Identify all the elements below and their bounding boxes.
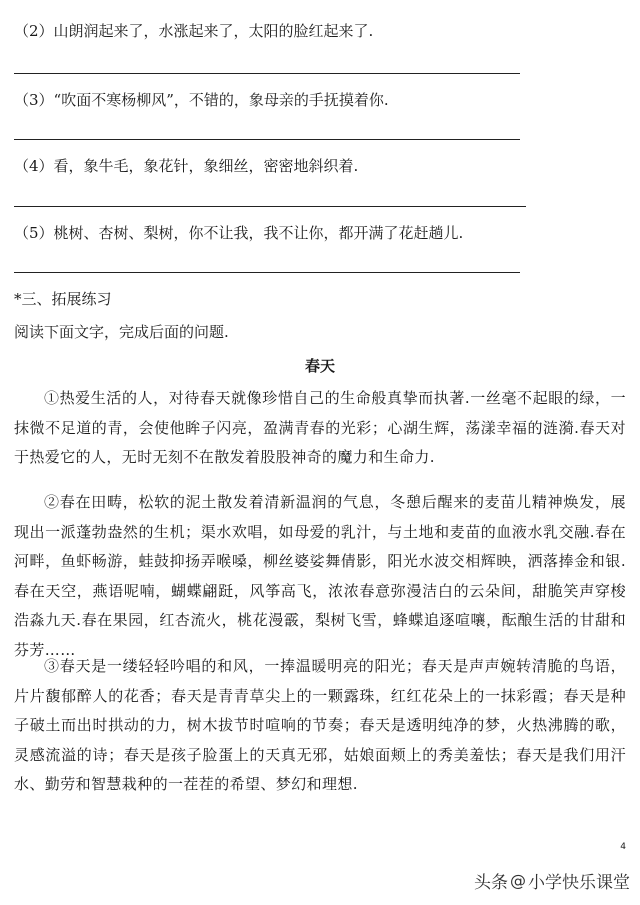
at-icon: @ (510, 871, 526, 890)
exercise-item-4: （4）看，象牛毛，象花针，象细丝，密密地斜织着. (14, 157, 359, 175)
answer-line[interactable] (14, 272, 520, 273)
article-title: 春天 (304, 357, 335, 375)
page-number: 4 (620, 842, 626, 852)
exercise-item-5: （5）桃树、杏树、梨树，你不让我，我不让你，都开满了花赶趟儿. (14, 224, 464, 242)
answer-line[interactable] (14, 139, 520, 140)
paragraph-2: ②春在田畴，松软的泥土散发着清新温润的气息，冬憩后醒来的麦苗儿精神焕发，展现出一派蓬勃盎然的生机；渠水欢唱，如母爱的乳汁，与土地和麦苗的血液水乳交融.春在河畔，鱼虾畅游，蛙鼓抑扬弄喉嗓，柳丝婆娑舞倩影，阳光水波交相辉映，洒落捧金和银.春在天空，燕语呢喃，蝴蝶翩跹，风筝高飞，浓浓春意弥漫洁白的云朵间，甜脆笑声穿梭浩淼九天.春在果园，红杏流火，桃花漫霰，梨树飞雪，蜂蝶追逐喧嚷，酝酿生活的甘甜和芬芳…… (14, 493, 626, 659)
answer-line[interactable] (14, 206, 526, 207)
instruction-text: 阅读下面文字，完成后面的问题. (14, 323, 229, 341)
watermark-account: 小学快乐课堂 (528, 873, 630, 893)
section-heading: *三、拓展练习 (14, 290, 112, 308)
exercise-item-3: （3）“吹面不寒杨柳风”，不错的，象母亲的手抚摸着你. (14, 91, 389, 109)
paragraph-3: ③春天是一缕轻轻吟唱的和风，一捧温暖明亮的阳光；春天是声声婉转清脆的鸟语，片片馥郁醉人的花香；春天是青青草尖上的一颗露珠，红红花朵上的一抹彩霞；春天是种子破土而出时拱动的力，树木拔节时喧响的节奏；春天是透明纯净的梦，火热沸腾的歌，灵感流溢的诗；春天是孩子脸蛋上的天真无邪，姑娘面颊上的秀美羞怯；春天是我们用汗水、勤劳和智慧栽种的一茬茬的希望、梦幻和理想. (14, 657, 626, 793)
answer-line[interactable] (14, 73, 520, 74)
paragraph-1: ①热爱生活的人，对待春天就像珍惜自己的生命般真挚而执著.一丝毫不起眼的绿，一抹微不足道的青，会使他眸子闪亮，盈满青春的光彩；心湖生辉，荡漾幸福的涟漪.春天对于热爱它的人，无时无刻不在散发着股股神奇的魔力和生命力. (14, 389, 626, 466)
exercise-item-2: （2）山朗润起来了，水涨起来了，太阳的脸红起来了. (14, 22, 374, 40)
watermark-prefix: 头条 (474, 873, 508, 893)
watermark (474, 868, 630, 893)
